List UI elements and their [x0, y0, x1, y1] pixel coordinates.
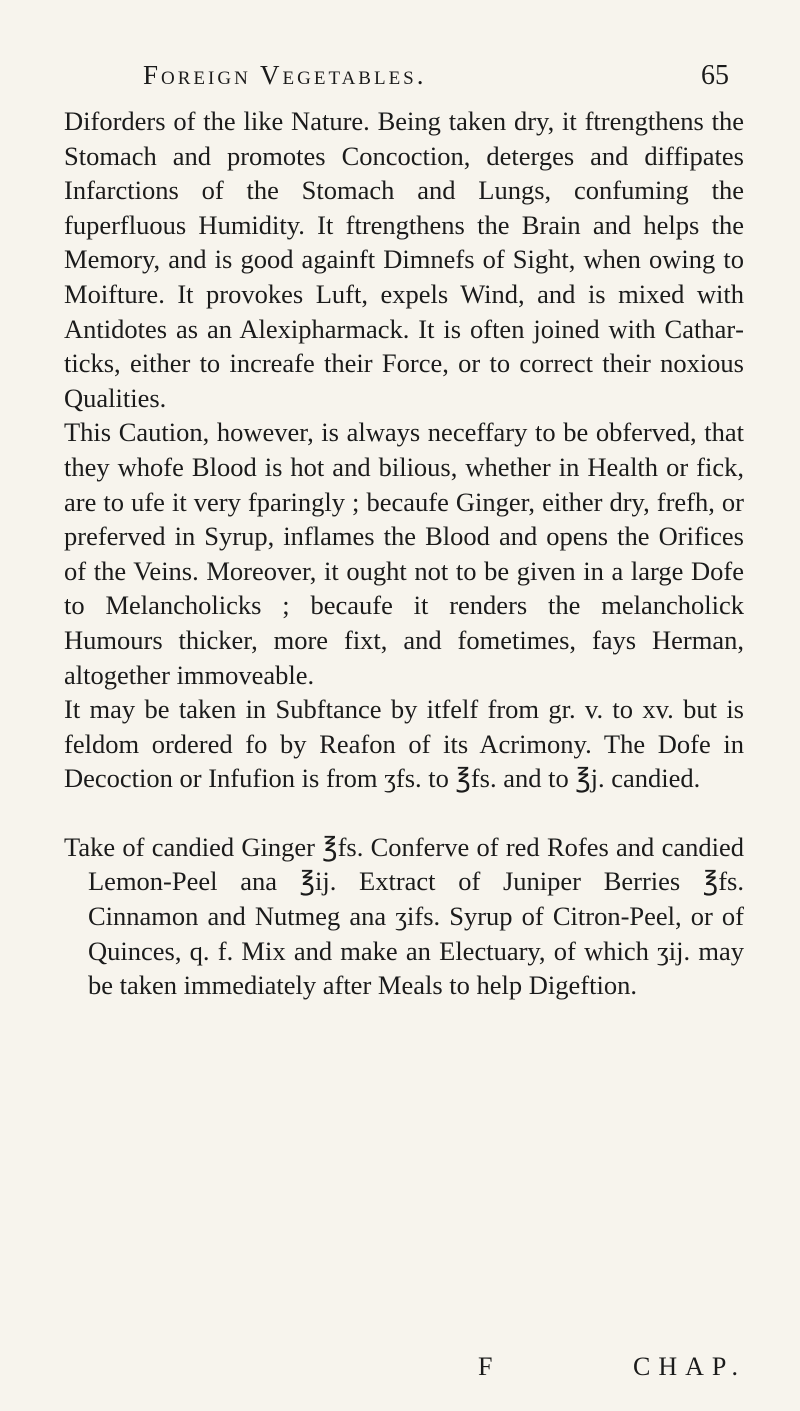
paragraph-properties: Diforders of the like Nature. Being taken dry, it ftrengthens the Stomach and promotes Concoction, deterges and diffipates Infarctions of the Stomach and Lungs, confuming the fuperfluous Humidity. It ftrengthens the Brain and helps the Memory, and is good againft Dimnefs of Sight, when owing to Moifture. It provokes Luft, expels Wind, and is mixed with Antidotes as an Alexipharmack. It is often joined with Catharticks, either to increafe their Force, or to correct their noxious Qualities. [64, 106, 744, 413]
running-head-title: Foreign Vegetables. [143, 60, 427, 90]
catchword: CHAP. [633, 1352, 746, 1381]
page-footer [0, 1352, 800, 1392]
page-number: 65 [701, 60, 729, 91]
body-text [64, 104, 744, 1003]
paragraph-dose: It may be taken in Subftance by itfelf from gr. v. to xv. but is feldom ordered fo by Reafon of its Acrimony. The Dofe in Decoction or Infufion is from ʒfs. to ℥fs. and to ℥j. candied. [64, 694, 744, 794]
running-head [143, 60, 743, 104]
paragraph-caution: This Caution, however, is always neceffary to be obferved, that they whofe Blood is hot and bilious, whether in Health or fick, are to ufe it very fparingly ; becaufe Ginger, either dry, frefh, or preferved in Syrup, inflames the Blood and opens the Orifices of the Veins. Moreover, it ought not to be given in a large Dofe to Melancholicks ; becaufe it renders the melancholick Humours thicker, more fixt, and fometimes, fays Herman, altogether immoveable. [64, 417, 744, 690]
recipe-paragraph: Take of candied Ginger ℥fs. Conferve of red Rofes and candied Lemon-Peel ana ℥ij. Extract of Juniper Berries ℥fs. Cinnamon and Nutmeg ana ʒifs. Syrup of Citron-Peel, or of Quinces, q. f. Mix and make an Electuary, of which ʒij. may be taken immediately after Meals to help Digeftion. [64, 831, 744, 1001]
signature-mark: F [478, 1352, 493, 1381]
